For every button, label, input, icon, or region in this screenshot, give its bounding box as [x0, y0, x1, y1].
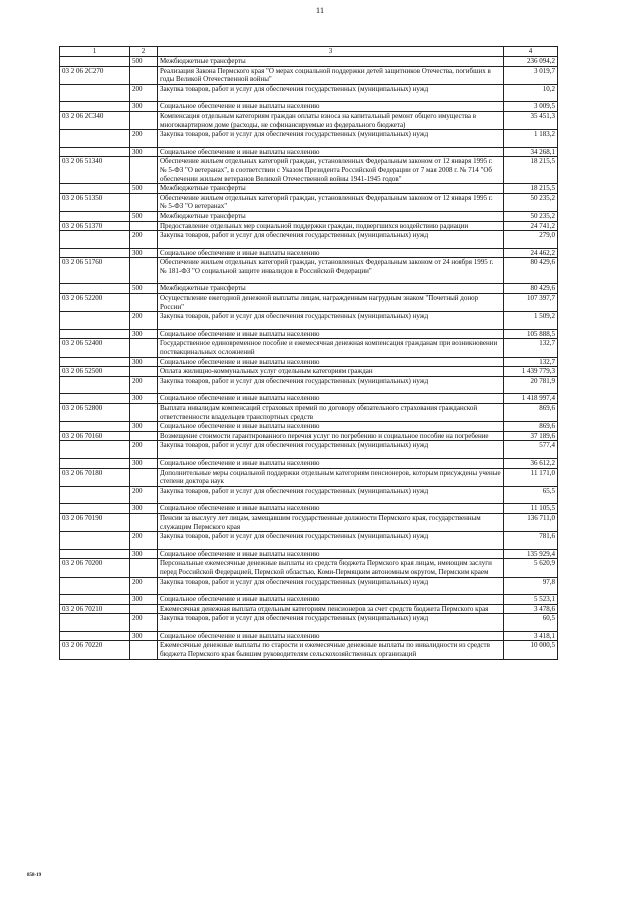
table-row	[60, 221, 558, 231]
cell-name: Обеспечение жильем отдельных категорий граждан, установленных Федеральным законом от 12 января 1995 г. № 5-ФЗ "О ветеранах"	[158, 193, 504, 211]
table-row	[60, 577, 558, 595]
cell-name: Ежемесячная денежная выплата отдельным категориям пенсионеров за счет средств бюджета Пермского края	[158, 604, 504, 614]
cell-code	[60, 102, 130, 112]
cell-code	[60, 422, 130, 432]
table-row	[60, 631, 558, 641]
table-row	[60, 604, 558, 614]
cell-name: Осуществление ежегодной денежной выплаты лицам, награжденным нагрудным знаком "Почетный донор России"	[158, 294, 504, 312]
cell-expense-type	[130, 294, 158, 312]
cell-expense-type: 300	[130, 422, 158, 432]
cell-expense-type	[130, 468, 158, 486]
cell-amount: 80 429,6	[504, 258, 558, 284]
cell-expense-type: 500	[130, 284, 158, 294]
cell-amount: 65,5	[504, 486, 558, 504]
cell-code	[60, 248, 130, 258]
cell-name: Закупка товаров, работ и услуг для обеспечения государственных (муниципальных) нужд	[158, 312, 504, 330]
cell-code: 03 2 06 52200	[60, 294, 130, 312]
cell-expense-type	[130, 641, 158, 659]
cell-name: Компенсация отдельным категориям граждан оплаты взноса на капитальный ремонт общего имущества в многоквартирном доме (расходы, не софинансируемые из федерального бюджета)	[158, 111, 504, 129]
cell-name: Ежемесячные денежные выплаты по старости и ежемесячные денежные выплаты по инвалидности из средств бюджета Пермского края бывшим руководителям сельскохозяйственных организаций	[158, 641, 504, 659]
cell-name: Социальное обеспечение и иные выплаты населению	[158, 357, 504, 367]
cell-expense-type	[130, 404, 158, 422]
table-row	[60, 284, 558, 294]
cell-name: Социальное обеспечение и иные выплаты населению	[158, 147, 504, 157]
table-body	[60, 47, 558, 660]
table-row	[60, 513, 558, 531]
cell-expense-type: 200	[130, 312, 158, 330]
cell-amount: 20 781,9	[504, 376, 558, 394]
cell-name: Социальное обеспечение и иные выплаты населению	[158, 504, 504, 514]
cell-expense-type	[130, 111, 158, 129]
cell-name: Дополнительные меры социальной поддержки отдельным категориям пенсионеров, которым присуждены ученые степени доктора наук	[158, 468, 504, 486]
cell-expense-type	[130, 559, 158, 577]
cell-name: Межбюджетные трансферты	[158, 184, 504, 194]
cell-expense-type: 200	[130, 532, 158, 550]
cell-amount: 11 105,5	[504, 504, 558, 514]
table-row	[60, 431, 558, 441]
cell-expense-type: 200	[130, 376, 158, 394]
table-row	[60, 559, 558, 577]
cell-amount: 3 478,6	[504, 604, 558, 614]
cell-amount: 236 094,2	[504, 57, 558, 67]
cell-amount: 11 171,0	[504, 468, 558, 486]
table-row	[60, 184, 558, 194]
table-row	[60, 614, 558, 632]
cell-name: Предоставление отдельных мер социальной поддержки граждан, подвергшихся воздействию радиации	[158, 221, 504, 231]
table-row	[60, 504, 558, 514]
table-row	[60, 339, 558, 357]
cell-expense-type: 300	[130, 504, 158, 514]
cell-expense-type: 300	[130, 102, 158, 112]
table-row	[60, 532, 558, 550]
table-row	[60, 486, 558, 504]
cell-amount: 1 439 779,3	[504, 367, 558, 377]
cell-code	[60, 631, 130, 641]
cell-expense-type	[130, 66, 158, 84]
cell-amount: 577,4	[504, 441, 558, 459]
cell-name: Межбюджетные трансферты	[158, 284, 504, 294]
cell-amount: 781,6	[504, 532, 558, 550]
cell-name: Социальное обеспечение и иные выплаты населению	[158, 458, 504, 468]
cell-amount: 3 418,1	[504, 631, 558, 641]
table-row	[60, 329, 558, 339]
cell-expense-type: 200	[130, 231, 158, 249]
cell-code: 03 2 06 70160	[60, 431, 130, 441]
cell-amount: 50 235,2	[504, 193, 558, 211]
table-row	[60, 130, 558, 148]
cell-name: Персональные ежемесячные денежные выплаты из средств бюджета Пермского края лицам, имеющим заслуги перед Российской Федерацией, Пермской областью, Коми-Пермяцким автономным округом, Пермским краем	[158, 559, 504, 577]
cell-name: Обеспечение жильем отдельных категорий граждан, установленных Федеральным законом от 12 января 1995 г. № 5-ФЗ "О ветеранах", в соответствии с Указом Президента Российской Федерации от 7 мая 2008 г. № 714 "Об обеспечении жильем ветеранов Великой Отечественной войны 1941-1945 годов"	[158, 157, 504, 184]
table-row	[60, 258, 558, 284]
table-row	[60, 549, 558, 559]
table-row	[60, 458, 558, 468]
cell-amount: 80 429,6	[504, 284, 558, 294]
cell-expense-type	[130, 193, 158, 211]
table-row	[60, 394, 558, 404]
cell-expense-type	[130, 604, 158, 614]
cell-expense-type: 300	[130, 394, 158, 404]
cell-code	[60, 532, 130, 550]
cell-name: Закупка товаров, работ и услуг для обеспечения государственных (муниципальных) нужд	[158, 486, 504, 504]
cell-expense-type: 300	[130, 549, 158, 559]
cell-name: Закупка товаров, работ и услуг для обеспечения государственных (муниципальных) нужд	[158, 130, 504, 148]
cell-code	[60, 504, 130, 514]
cell-amount: 35 451,3	[504, 111, 558, 129]
cell-name: Социальное обеспечение и иные выплаты населению	[158, 631, 504, 641]
cell-expense-type: 300	[130, 458, 158, 468]
header-col-3: 3	[158, 47, 504, 57]
cell-expense-type: 300	[130, 329, 158, 339]
cell-code	[60, 486, 130, 504]
table-row	[60, 641, 558, 659]
table-row	[60, 231, 558, 249]
cell-amount: 279,0	[504, 231, 558, 249]
cell-name: Оплата жилищно-коммунальных услуг отдельным категориям граждан	[158, 367, 504, 377]
cell-amount: 50 235,2	[504, 211, 558, 221]
table-row	[60, 111, 558, 129]
cell-code	[60, 130, 130, 148]
table-row	[60, 147, 558, 157]
cell-amount: 136 711,0	[504, 513, 558, 531]
cell-amount: 3 009,5	[504, 102, 558, 112]
cell-expense-type: 200	[130, 577, 158, 595]
cell-code: 03 2 06 52800	[60, 404, 130, 422]
cell-name: Социальное обеспечение и иные выплаты населению	[158, 248, 504, 258]
cell-name: Социальное обеспечение и иные выплаты населению	[158, 394, 504, 404]
table-row	[60, 57, 558, 67]
cell-name: Межбюджетные трансферты	[158, 57, 504, 67]
cell-amount: 34 268,1	[504, 147, 558, 157]
cell-amount: 132,7	[504, 339, 558, 357]
cell-expense-type	[130, 513, 158, 531]
cell-amount: 18 215,5	[504, 184, 558, 194]
cell-expense-type	[130, 431, 158, 441]
cell-name: Социальное обеспечение и иные выплаты населению	[158, 102, 504, 112]
table-row	[60, 294, 558, 312]
cell-amount: 24 741,2	[504, 221, 558, 231]
cell-name: Выплата инвалидам компенсаций страховых премий по договору обязательного страхования гражданской ответственности владельцев транспортных средств	[158, 404, 504, 422]
cell-amount: 18 215,5	[504, 157, 558, 184]
table-row	[60, 404, 558, 422]
cell-expense-type: 200	[130, 84, 158, 102]
cell-code: 03 2 06 70190	[60, 513, 130, 531]
cell-amount: 1 509,2	[504, 312, 558, 330]
cell-name: Закупка товаров, работ и услуг для обеспечения государственных (муниципальных) нужд	[158, 84, 504, 102]
cell-name: Социальное обеспечение и иные выплаты населению	[158, 422, 504, 432]
cell-name: Реализация Закона Пермского края "О мерах социальной поддержки детей защитников Отечества, погибших в годы Великой Отечественной войны"	[158, 66, 504, 84]
cell-code	[60, 84, 130, 102]
cell-amount: 107 397,7	[504, 294, 558, 312]
cell-amount: 10 000,5	[504, 641, 558, 659]
cell-expense-type: 200	[130, 614, 158, 632]
cell-code: 03 2 06 70220	[60, 641, 130, 659]
cell-expense-type: 300	[130, 147, 158, 157]
cell-expense-type: 300	[130, 595, 158, 605]
cell-amount: 869,6	[504, 404, 558, 422]
cell-name: Закупка товаров, работ и услуг для обеспечения государственных (муниципальных) нужд	[158, 577, 504, 595]
table-row	[60, 367, 558, 377]
cell-code: 03 2 06 70180	[60, 468, 130, 486]
table-row	[60, 468, 558, 486]
cell-code	[60, 595, 130, 605]
cell-code	[60, 184, 130, 194]
cell-expense-type: 300	[130, 248, 158, 258]
cell-code: 03 2 06 70200	[60, 559, 130, 577]
cell-name: Обеспечение жильем отдельных категорий граждан, установленных Федеральным законом от 24 ноября 1995 г. № 181-ФЗ "О социальной защите инвалидов в Российской Федерации"	[158, 258, 504, 284]
cell-expense-type	[130, 221, 158, 231]
cell-expense-type	[130, 157, 158, 184]
table-row	[60, 376, 558, 394]
footer-code: 858-19	[27, 873, 42, 878]
cell-amount: 10,2	[504, 84, 558, 102]
cell-code: 03 2 06 51340	[60, 157, 130, 184]
table-row	[60, 441, 558, 459]
cell-amount: 135 929,4	[504, 549, 558, 559]
table-header-row	[60, 47, 558, 57]
cell-expense-type	[130, 258, 158, 284]
cell-code: 03 2 06 51370	[60, 221, 130, 231]
header-col-1: 1	[60, 47, 130, 57]
cell-name: Социальное обеспечение и иные выплаты населению	[158, 549, 504, 559]
header-col-2: 2	[130, 47, 158, 57]
cell-code	[60, 441, 130, 459]
cell-amount: 36 612,2	[504, 458, 558, 468]
cell-code	[60, 376, 130, 394]
cell-name: Социальное обеспечение и иные выплаты населению	[158, 329, 504, 339]
cell-code: 03 2 06 70210	[60, 604, 130, 614]
budget-table	[59, 46, 558, 660]
cell-name: Социальное обеспечение и иные выплаты населению	[158, 595, 504, 605]
cell-amount: 5 523,1	[504, 595, 558, 605]
cell-amount: 60,5	[504, 614, 558, 632]
cell-code	[60, 312, 130, 330]
cell-code	[60, 329, 130, 339]
cell-code	[60, 394, 130, 404]
cell-amount: 3 019,7	[504, 66, 558, 84]
cell-expense-type: 500	[130, 184, 158, 194]
table-row	[60, 211, 558, 221]
cell-code: 03 2 06 2С340	[60, 111, 130, 129]
table-row	[60, 193, 558, 211]
cell-name: Закупка товаров, работ и услуг для обеспечения государственных (муниципальных) нужд	[158, 231, 504, 249]
table-row	[60, 248, 558, 258]
cell-expense-type: 200	[130, 486, 158, 504]
table-row	[60, 595, 558, 605]
cell-code	[60, 614, 130, 632]
cell-expense-type	[130, 339, 158, 357]
cell-name: Закупка товаров, работ и услуг для обеспечения государственных (муниципальных) нужд	[158, 441, 504, 459]
cell-expense-type: 500	[130, 57, 158, 67]
cell-expense-type: 200	[130, 441, 158, 459]
table-row	[60, 422, 558, 432]
cell-amount: 105 888,5	[504, 329, 558, 339]
cell-code	[60, 357, 130, 367]
cell-name: Возмещение стоимости гарантированного перечня услуг по погребению и социальное пособие на погребение	[158, 431, 504, 441]
cell-amount: 1 418 997,4	[504, 394, 558, 404]
cell-expense-type	[130, 367, 158, 377]
page-number: 11	[315, 5, 325, 15]
cell-code	[60, 147, 130, 157]
cell-code: 03 2 06 2С270	[60, 66, 130, 84]
table-row	[60, 66, 558, 84]
cell-amount: 5 620,9	[504, 559, 558, 577]
cell-code	[60, 57, 130, 67]
cell-code: 03 2 06 51760	[60, 258, 130, 284]
cell-amount: 24 462,2	[504, 248, 558, 258]
cell-amount: 869,6	[504, 422, 558, 432]
cell-name: Межбюджетные трансферты	[158, 211, 504, 221]
cell-code	[60, 549, 130, 559]
cell-code	[60, 458, 130, 468]
cell-code: 03 2 06 52500	[60, 367, 130, 377]
cell-code	[60, 231, 130, 249]
cell-expense-type: 300	[130, 631, 158, 641]
table-row	[60, 102, 558, 112]
cell-amount: 1 183,2	[504, 130, 558, 148]
cell-name: Закупка товаров, работ и услуг для обеспечения государственных (муниципальных) нужд	[158, 376, 504, 394]
cell-name: Закупка товаров, работ и услуг для обеспечения государственных (муниципальных) нужд	[158, 614, 504, 632]
cell-expense-type: 500	[130, 211, 158, 221]
header-col-4: 4	[504, 47, 558, 57]
cell-expense-type: 200	[130, 130, 158, 148]
cell-expense-type: 300	[130, 357, 158, 367]
cell-code	[60, 577, 130, 595]
cell-name: Закупка товаров, работ и услуг для обеспечения государственных (муниципальных) нужд	[158, 532, 504, 550]
cell-code: 03 2 06 52400	[60, 339, 130, 357]
cell-name: Государственное единовременное пособие и ежемесячная денежная компенсация гражданам при возникновении поствакцинальных осложнений	[158, 339, 504, 357]
cell-amount: 132,7	[504, 357, 558, 367]
cell-code	[60, 284, 130, 294]
cell-name: Пенсии за выслугу лет лицам, замещавшим государственные должности Пермского края, государственным служащим Пермского края	[158, 513, 504, 531]
cell-amount: 37 189,6	[504, 431, 558, 441]
cell-code: 03 2 06 51350	[60, 193, 130, 211]
cell-amount: 97,8	[504, 577, 558, 595]
table-row	[60, 312, 558, 330]
table-row	[60, 357, 558, 367]
table-row	[60, 84, 558, 102]
cell-code	[60, 211, 130, 221]
table-row	[60, 157, 558, 184]
